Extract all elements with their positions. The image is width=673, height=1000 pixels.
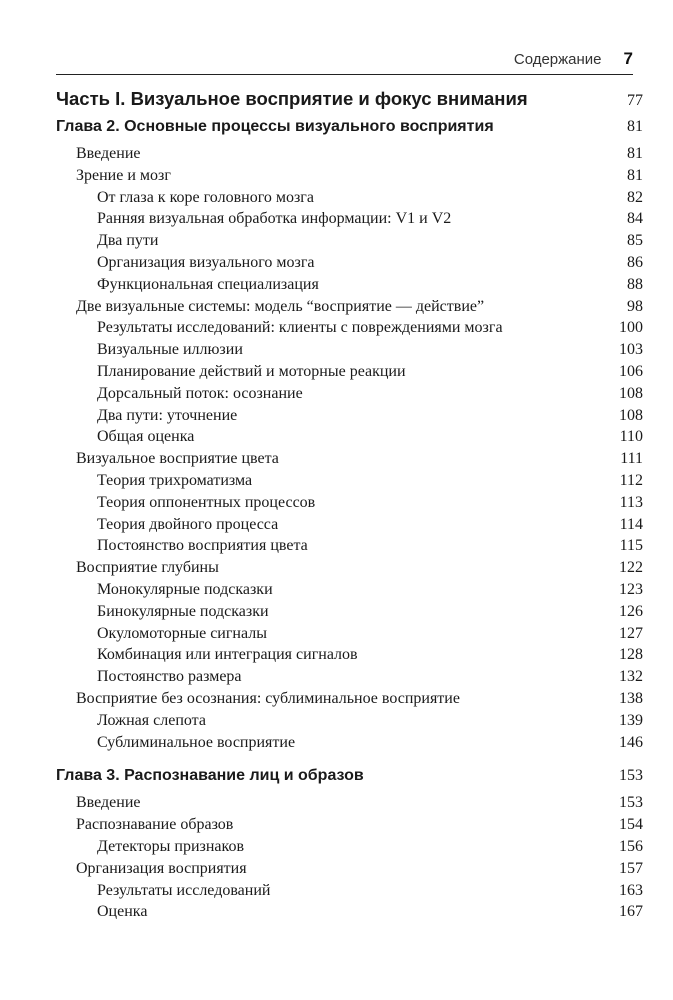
toc-entry-title: Организация визуального мозга <box>97 253 315 271</box>
toc-subsection-entry[interactable] <box>56 472 643 494</box>
toc-subsection-entry[interactable] <box>56 319 643 341</box>
toc-subsection-entry[interactable] <box>56 668 643 690</box>
toc-subsection-entry[interactable] <box>56 581 643 603</box>
toc-entry-page: 154 <box>619 816 643 834</box>
toc-entry-page: 167 <box>619 903 643 921</box>
toc-subsection-entry[interactable] <box>56 625 643 647</box>
toc-entry-page: 122 <box>619 559 643 577</box>
toc-entry-title: Два пути: уточнение <box>97 406 238 424</box>
toc-entry-title: Теория двойного процесса <box>97 515 279 533</box>
running-header <box>56 49 633 71</box>
toc-entry-title: От глаза к коре головного мозга <box>97 188 314 206</box>
toc-entry-title: Организация восприятия <box>76 859 247 877</box>
toc-entry-title: Теория оппонентных процессов <box>97 493 316 511</box>
toc-subsection-entry[interactable] <box>56 603 643 625</box>
toc-subsection-entry[interactable] <box>56 712 643 734</box>
toc-subsection-entry[interactable] <box>56 428 643 450</box>
toc-entry-page: 108 <box>619 406 643 424</box>
toc-entry-title: Окуломоторные сигналы <box>97 624 267 642</box>
toc-entry-title: Распознавание образов <box>76 816 234 834</box>
toc-chapter-heading[interactable] <box>56 767 643 794</box>
toc-entry-page: 113 <box>619 493 643 511</box>
toc-section-entry[interactable] <box>56 860 643 882</box>
toc-entry-title: Ранняя визуальная обработка информации: V1 и V2 <box>97 210 452 228</box>
toc-section-entry[interactable] <box>56 559 643 581</box>
toc-entry-page: 138 <box>619 689 643 707</box>
toc-entry-title: Функциональная специализация <box>97 275 319 293</box>
toc-entry-page: 110 <box>619 428 643 446</box>
toc-entry-title: Введение <box>76 794 141 812</box>
toc-chapter-title: Глава 2. Основные процессы визуального восприятия <box>56 118 494 135</box>
toc-entry-page: 84 <box>627 210 643 228</box>
toc-entry-page: 98 <box>627 297 643 315</box>
toc-section-entry[interactable] <box>56 816 643 838</box>
toc-subsection-entry[interactable] <box>56 537 643 559</box>
toc-entry-title: Общая оценка <box>97 428 195 446</box>
chapter-gap <box>56 755 643 767</box>
toc-subsection-entry[interactable] <box>56 407 643 429</box>
toc-entry-title: Восприятие без осознания: сублиминальное восприятие <box>76 689 460 707</box>
toc-entry-page: 139 <box>619 711 643 729</box>
toc-entry-page: 86 <box>627 253 643 271</box>
toc-section-entry[interactable] <box>56 794 643 816</box>
toc-subsection-entry[interactable] <box>56 516 643 538</box>
toc-section-entry[interactable] <box>56 167 643 189</box>
toc-subsection-entry[interactable] <box>56 276 643 298</box>
toc-entry-page: 127 <box>619 624 643 642</box>
toc-entry-title: Монокулярные подсказки <box>97 580 273 598</box>
toc-entry-page: 156 <box>619 837 643 855</box>
toc-entry-page: 163 <box>619 881 643 899</box>
toc-entry-title: Ложная слепота <box>97 711 206 729</box>
chapter-2-entries <box>56 145 643 755</box>
toc-entry-title: Результаты исследований <box>97 881 271 899</box>
toc-subsection-entry[interactable] <box>56 903 643 925</box>
toc-entry-page: 103 <box>619 341 643 359</box>
toc-entry-title: Результаты исследований: клиенты с повреждениями мозга <box>97 319 503 337</box>
toc-subsection-entry[interactable] <box>56 232 643 254</box>
toc-subsection-entry[interactable] <box>56 646 643 668</box>
toc-entry-page: 82 <box>627 188 643 206</box>
toc-entry-title: Постоянство восприятия цвета <box>97 537 308 555</box>
toc-entry-page: 111 <box>620 450 643 468</box>
toc-chapter-heading[interactable] <box>56 118 643 145</box>
toc-entry-title: Бинокулярные подсказки <box>97 602 269 620</box>
table-of-contents <box>56 88 643 925</box>
page-number: 7 <box>623 49 633 68</box>
toc-entry-title: Сублиминальное восприятие <box>97 733 296 751</box>
toc-entry-page: 106 <box>619 362 643 380</box>
toc-entry-page: 146 <box>619 733 643 751</box>
toc-entry-page: 123 <box>619 580 643 598</box>
toc-chapter-page: 81 <box>627 118 643 135</box>
toc-entry-page: 81 <box>627 166 643 184</box>
toc-entry-title: Два пути <box>97 232 159 250</box>
toc-entry-title: Детекторы признаков <box>97 837 245 855</box>
toc-entry-page: 81 <box>627 145 643 162</box>
toc-entry-title: Зрение и мозг <box>76 166 171 184</box>
toc-entry-title: Дорсальный поток: осознание <box>97 384 303 402</box>
toc-subsection-entry[interactable] <box>56 838 643 860</box>
toc-entry-page: 157 <box>619 859 643 877</box>
toc-entry-title: Теория трихроматизма <box>97 471 253 489</box>
toc-part-heading[interactable] <box>56 88 643 116</box>
toc-entry-page: 112 <box>619 471 643 489</box>
toc-section-entry[interactable] <box>56 298 643 320</box>
toc-entry-title: Оценка <box>97 903 148 921</box>
toc-subsection-entry[interactable] <box>56 363 643 385</box>
toc-entry-title: Восприятие глубины <box>76 559 219 577</box>
toc-chapter-page: 153 <box>619 767 643 785</box>
toc-entry-page: 126 <box>619 602 643 620</box>
toc-subsection-entry[interactable] <box>56 254 643 276</box>
toc-entry-page: 153 <box>619 794 643 812</box>
toc-entry-page: 85 <box>627 232 643 250</box>
toc-entry-page: 132 <box>619 668 643 686</box>
toc-entry-title: Две визуальные системы: модель “восприятие — действие” <box>76 297 485 315</box>
toc-entry-title: Комбинация или интеграция сигналов <box>97 646 358 664</box>
toc-entry-page: 88 <box>627 275 643 293</box>
toc-chapter-title: Глава 3. Распознавание лиц и образов <box>56 767 364 785</box>
toc-entry-page: 115 <box>619 537 643 555</box>
running-title: Содержание <box>513 51 602 68</box>
toc-subsection-entry[interactable] <box>56 210 643 232</box>
toc-section-entry[interactable] <box>56 450 643 472</box>
toc-entry-title: Визуальное восприятие цвета <box>76 450 279 468</box>
toc-section-entry[interactable] <box>56 145 643 167</box>
toc-part-title: Часть I. Визуальное восприятие и фокус внимания <box>56 88 528 109</box>
toc-entry-page: 100 <box>619 319 643 337</box>
chapter-3-entries <box>56 794 643 925</box>
toc-subsection-entry[interactable] <box>56 734 643 756</box>
toc-entry-title: Визуальные иллюзии <box>97 341 243 359</box>
toc-subsection-entry[interactable] <box>56 494 643 516</box>
toc-part-page: 77 <box>627 92 643 109</box>
toc-entry-page: 108 <box>619 384 643 402</box>
toc-subsection-entry[interactable] <box>56 341 643 363</box>
toc-entry-title: Постоянство размера <box>97 668 242 686</box>
toc-section-entry[interactable] <box>56 690 643 712</box>
toc-subsection-entry[interactable] <box>56 385 643 407</box>
toc-entry-page: 114 <box>619 515 643 533</box>
toc-entry-title: Планирование действий и моторные реакции <box>97 362 406 380</box>
toc-subsection-entry[interactable] <box>56 882 643 904</box>
toc-entry-page: 128 <box>619 646 643 664</box>
header-rule <box>56 74 633 75</box>
toc-entry-title: Введение <box>76 145 141 162</box>
toc-subsection-entry[interactable] <box>56 189 643 211</box>
